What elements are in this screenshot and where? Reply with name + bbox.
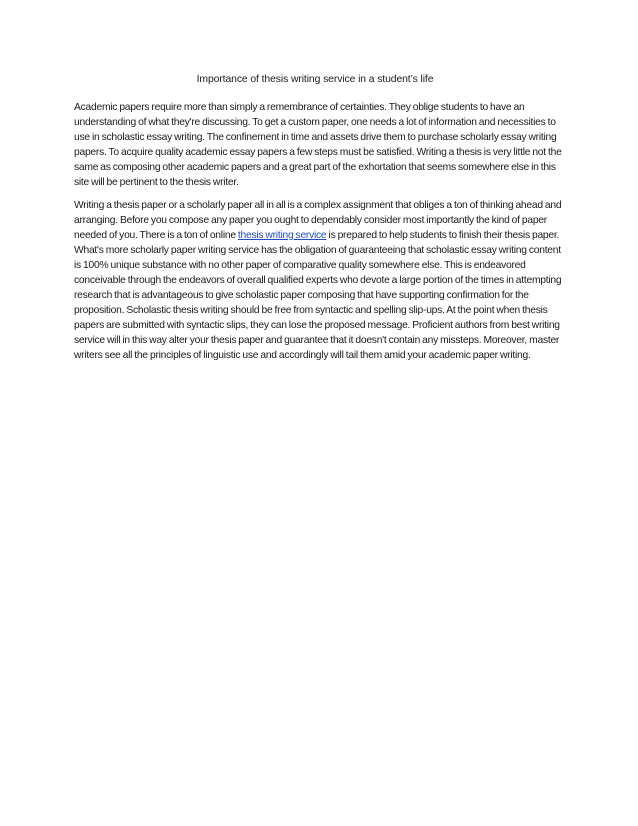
thesis-writing-service-link[interactable]: thesis writing service [237, 230, 327, 241]
paragraph-2-text-before-link: Writing a thesis paper or a scholarly paper all in all is a complex assignment that obliges a ton of thinking ahead and arranging. Before you compose any paper you ought to dependably consider most importantly the kind of paper needed of you. There is a ton of online [74, 200, 562, 241]
paragraph-2-text-after-link: is prepared to help students to finish their thesis paper. What's more scholarly paper writing service has the obligation of guaranteeing that scholastic essay writing content is 100% unique substance with no other paper of comparative quality somewhere else. This is endeavored conceivable through the endeavors of overall qualified experts who devote a large portion of the times in attempting research that is advantageous to give scholastic paper composing that have supporting confirmation for the proposition. Scholastic thesis writing should be free from syntactic and spelling slip-ups. At the point when thesis papers are submitted with syntactic slips, they can lose the proposed message. Proficient authors from best writing service will in this way alter your thesis paper and guarantee that it doesn't contain any missteps. Moreover, master writers see all the principles of linguistic use and accordingly will tail them amid your academic paper writing. [74, 230, 562, 361]
document-title [0, 74, 638, 85]
paragraph-1: Academic papers require more than simply a remembrance of certainties. They oblige students to have an understanding of what they're discussing. To get a custom paper, one needs a lot of information and necessities to use in scholastic essay writing. The confinement in time and assets drive them to purchase scholarly essay writing papers. To acquire quality academic essay papers a few steps must be satisfied. Writing a thesis is very little not the same as composing other academic papers and a great part of the exhortation that seems somewhere else in this site will be pertinent to the thesis writer. [74, 102, 562, 188]
document-title-text: Importance of thesis writing service in a student’s life [196, 74, 434, 85]
paragraph-2 [74, 198, 566, 363]
